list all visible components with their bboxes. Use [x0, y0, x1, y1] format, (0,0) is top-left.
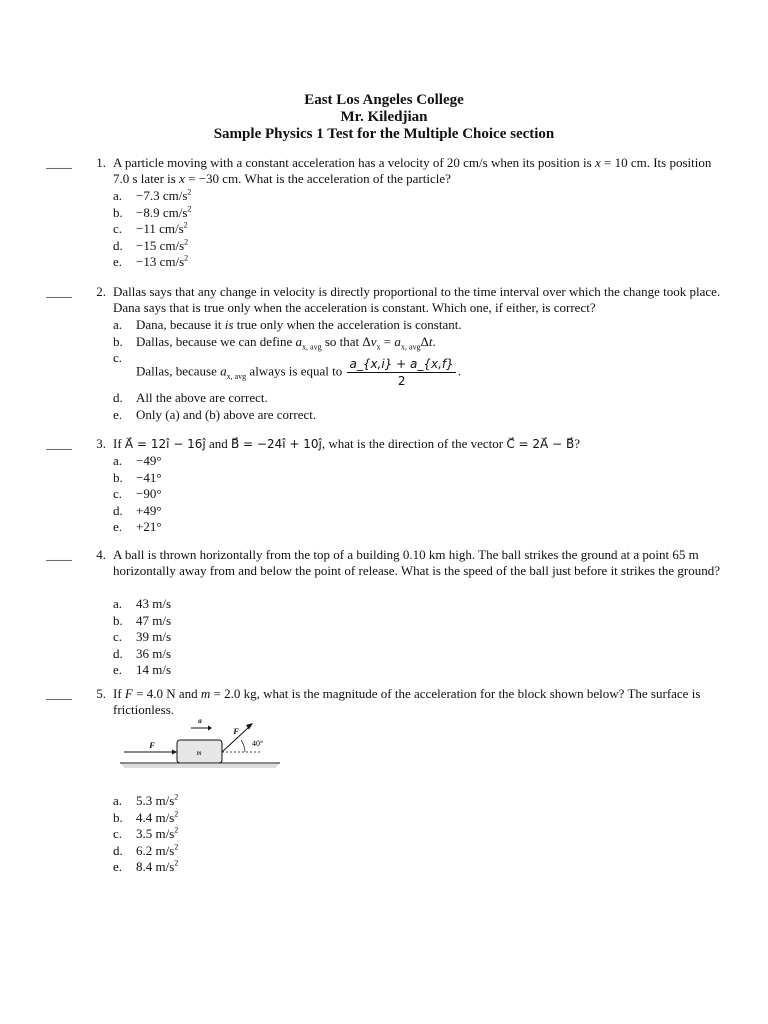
acceleration-arrowhead [208, 726, 212, 731]
block-force-diagram [120, 712, 280, 776]
answer-blank: ____ [46, 436, 72, 451]
instructor-name: Mr. Kiledjian [340, 109, 428, 125]
question-number: 1. [96, 155, 106, 170]
answer-blank: ____ [46, 686, 72, 701]
answer-blank: ____ [46, 284, 72, 299]
vector-b: B⃗ = −24î + 10ĵ [231, 437, 322, 451]
question-number: 5. [96, 686, 106, 701]
force-right-label: F [233, 727, 239, 736]
question-stem: If A⃗ = 12î − 16ĵ and B⃗ = −24î + 10ĵ, what is the direction of the vector C⃗ = 2A⃗ − B⃗? [113, 436, 580, 451]
average-fraction: $\frac{a\_\{x,i\} + a\_\{x,f\}}{2}$ [349, 357, 454, 388]
question-stem: Dallas says that any change in velocity is directly proportional to the time interval over which the change took place. Dana says that is true only when the acceleration is constant. Which one, if either, is correct? [113, 284, 721, 315]
answer-blank: ____ [46, 155, 72, 170]
test-page: East Los Angeles College Mr. Kiledjian Sample Physics 1 Test for the Multiple Choice section ____ 1. A particle moving with a constant acceleration has a velocity of 20 cm/s when its position is x = 10 cm. Its position 7.0 s later is x = −30 cm. What is the acceleration of the particle? a. −7.3 $cm/s^2$ b. −8.9 $cm/s^2$ c. −11 $cm/s^2$ d. −15 $cm/s^2$ e. −13 $cm/s^2$ ____ 2. Dallas says that any change in velocity is directly proportional to the time interval over which the change took place. Dana says that is true only when the acceleration is constant. Which one, if either, is correct? a. Dana, because it is true only when the acceleration is constant. b. Dallas, because we can define $a_{x, avg}$ so that $\Delta v_x = a_{x, avg}\Delta t$. c. Dallas, because $a_{x, avg}$ always is equal to $\frac{a\_\{x,i\} + a\_\{x,f\}}{2}$ . d. All the above are correct. e. Only (a) and (b) above are correct. ____ 3. If A⃗ = 12î − 16ĵ and B⃗ = −24î + 10ĵ, what is the direction of the vector C⃗ = 2A⃗ − B⃗? a. −49° b. −41° c. −90° d. +49° e. +21° ____ 4. A ball is thrown horizontally from the top of a building 0.10 km high. The ball strikes the ground at a point 65 m horizontally away from and below the point of release. What is the speed of the ball just before it strikes the ground? a. 43 m/s b. 47 m/s c. 39 m/s d. 36 m/s e. 14 m/s ____ 5. If F = 4.0 N and m = 2.0 kg, what is the magnitude of the acceleration for the block shown below? The surface is frictionless. a. 5.3 $m/s^2$ b. 4.4 $m/s^2$ c. 3.5 $m/s^2$ d. 6.2 $m/s^2$ e. 8.4 $m/s^2$ m a F F 40° [0, 0, 768, 1024]
answer-blank: ____ [46, 547, 72, 562]
question-stem: A ball is thrown horizontally from the top of a building 0.10 km high. The ball strikes the ground at a point 65 m horizontally away from and below the point of release. What is the speed of the ball just before it strikes the ground? [113, 547, 720, 578]
acceleration-label: a [198, 717, 202, 725]
college-name: East Los Angeles College [304, 92, 464, 108]
question-stem: If F = 4.0 N and m = 2.0 kg, what is the magnitude of the acceleration for the block shown below? The surface is frictionless. [113, 686, 701, 717]
force-left-arrowhead [172, 750, 177, 755]
force-left-label: F [149, 741, 155, 750]
mass-label: m [196, 749, 202, 757]
angle-arc [241, 740, 245, 752]
question-stem: A particle moving with a constant acceleration has a velocity of 20 cm/s when its position is x = 10 cm. Its position 7.0 s later is x = −30 cm. What is the acceleration of the particle? [113, 155, 712, 186]
vector-c: C⃗ = 2A⃗ − B⃗ [506, 437, 575, 451]
vector-a: A⃗ = 12î − 16ĵ [124, 437, 206, 451]
angle-label: 40° [252, 739, 264, 748]
test-title: Sample Physics 1 Test for the Multiple Choice section [213, 126, 555, 142]
question-number: 2. [96, 284, 106, 299]
ground-hatching [122, 765, 278, 767]
document-header [0, 92, 768, 143]
question-number: 4. [96, 547, 106, 562]
question-number: 3. [96, 436, 106, 451]
